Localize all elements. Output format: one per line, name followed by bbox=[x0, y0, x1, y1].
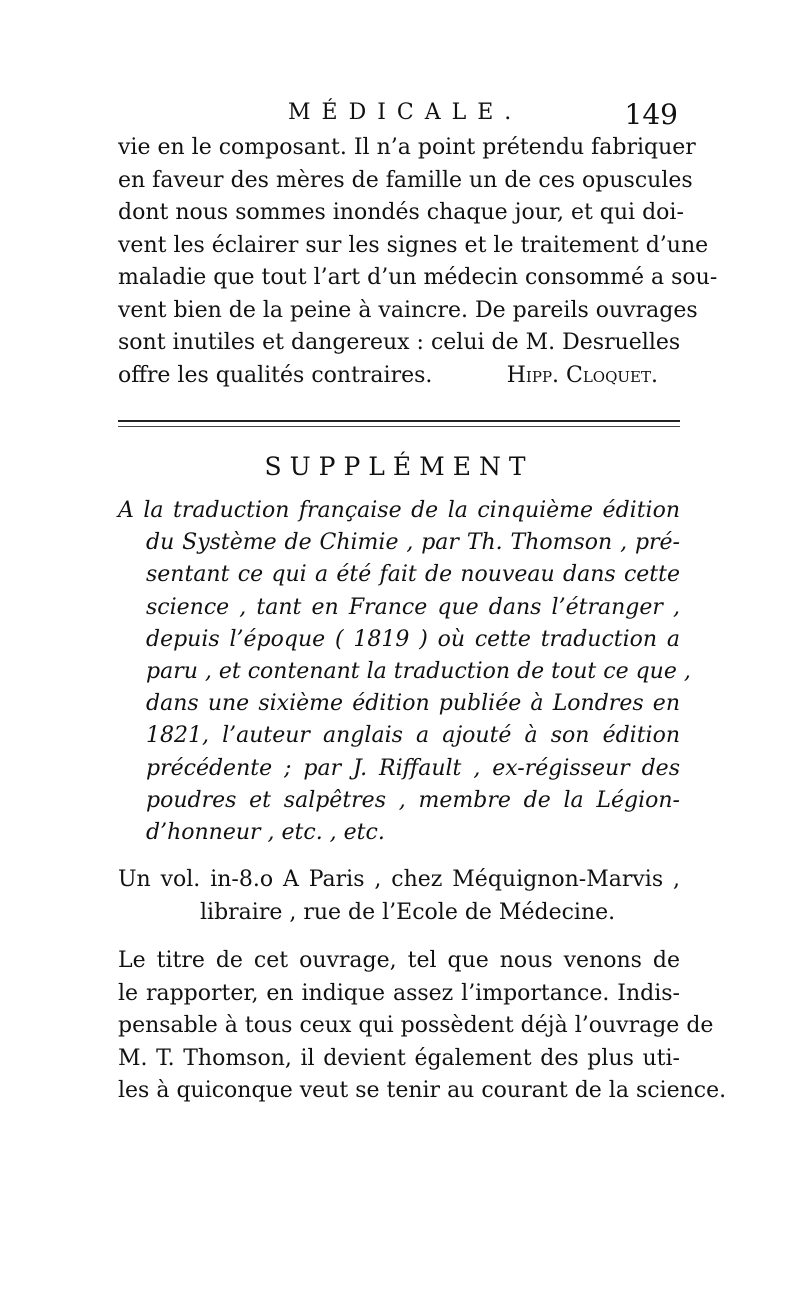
text-line: vent les éclairer sur les signes et le traitement d’une bbox=[118, 232, 709, 258]
text-line: sentant ce qui a été fait de nouveau dans cette bbox=[146, 562, 680, 588]
page-number: 149 bbox=[624, 98, 678, 131]
text-line: du Système de Chimie , par Th. Thomson , pré- bbox=[146, 530, 680, 556]
text-line: sont inutiles et dangereux : celui de M. Desruelles bbox=[118, 330, 681, 355]
text-line: dans une sixième édition publiée à Londres en bbox=[146, 691, 680, 717]
text-line: maladie que tout l’art d’un médecin consommé a sou- bbox=[118, 265, 718, 290]
text-line: A la traduction française de la cinquième édition bbox=[118, 498, 680, 523]
text-line: dont nous sommes inondés chaque jour, et qui doi- bbox=[118, 200, 684, 225]
text-line: le rapporter, en indique assez l’importance. Indis- bbox=[118, 980, 680, 1006]
text-line: 1821, l’auteur anglais a ajouté à son édition bbox=[146, 723, 680, 749]
running-title: MÉDICALE. bbox=[288, 100, 523, 125]
supplement-description bbox=[118, 495, 691, 849]
text-line: M. T. Thomson, il devient également des plus uti- bbox=[118, 1045, 680, 1071]
text-line: science , tant en France que dans l’étranger , bbox=[146, 594, 680, 620]
text-line: depuis l’époque ( 1819 ) où cette traduction a bbox=[146, 626, 680, 652]
section-divider bbox=[118, 420, 680, 432]
paragraph-review-end bbox=[118, 132, 718, 392]
text-line: Le titre de cet ouvrage, tel que nous venons de bbox=[118, 948, 680, 974]
text-line: pensable à tous ceux qui possèdent déjà l’ouvrage de bbox=[118, 1013, 714, 1039]
book-page bbox=[118, 92, 727, 1108]
divider-thin-rule bbox=[118, 426, 680, 427]
text-line: poudres et salpêtres , membre de la Légion- bbox=[146, 787, 680, 813]
running-head bbox=[118, 92, 680, 132]
text-line: en faveur des mères de famille un de ces opuscules bbox=[118, 167, 693, 193]
paragraph-supplement-review bbox=[118, 945, 727, 1108]
text-line: précédente ; par J. Riffault , ex-régisseur des bbox=[146, 755, 680, 781]
text-line: offre les qualités contraires. bbox=[118, 362, 433, 388]
text-line: paru , et contenant la traduction de tout ce que , bbox=[146, 659, 691, 685]
closing-line bbox=[118, 360, 680, 393]
text-line: les à quiconque veut se tenir au courant de la science. bbox=[118, 1078, 727, 1104]
author-signature: Hipp. Cloquet. bbox=[506, 362, 658, 388]
publication-info bbox=[118, 863, 680, 929]
text-line: vie en le composant. Il n’a point prétendu fabriquer bbox=[118, 135, 696, 160]
divider-thick-rule bbox=[118, 420, 680, 422]
text-line: d’honneur , etc. , etc. bbox=[146, 820, 385, 846]
text-line: vent bien de la peine à vaincre. De pareils ouvrages bbox=[118, 297, 698, 323]
text-line: libraire , rue de l’Ecole de Médecine. bbox=[200, 900, 616, 926]
text-line: Un vol. in-8.o A Paris , chez Méquignon-Marvis , bbox=[118, 867, 680, 893]
section-title: SUPPLÉMENT bbox=[264, 452, 534, 481]
